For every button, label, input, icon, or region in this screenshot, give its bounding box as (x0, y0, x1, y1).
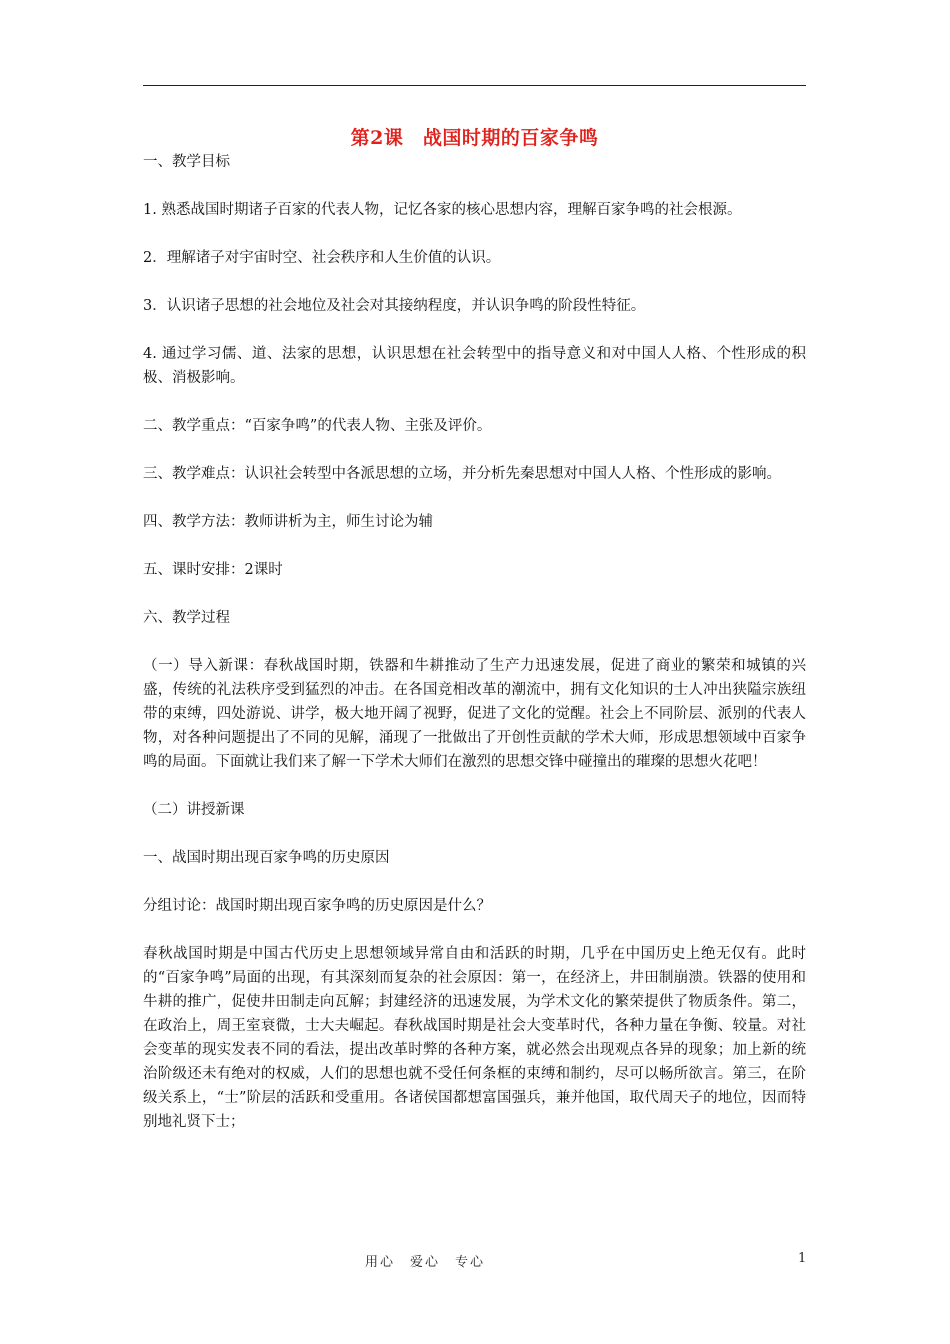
paragraph-causes-body: 春秋战国时期是中国古代历史上思想领域异常自由和活跃的时期，几乎在中国历史上绝无仅有。此时的“百家争鸣”局面的出现，有其深刻而复杂的社会原因：第一，在经济上，井田制崩溃。铁器的使用和牛耕的推广，促使井田制走向瓦解；封建经济的迅速发展，为学术文化的繁荣提供了物质条件。第二，在政治上，周王室衰微，士大夫崛起。春秋战国时期是社会大变革时代，各种力量在争衡、较量。对社会变革的现实发表不同的看法，提出改革时弊的各种方案，就必然会出现观点各异的现象；加上新的统治阶级还未有绝对的权威，人们的思想也就不受任何条框的束缚和制约，尽可以畅所欲言。第三，在阶级关系上，“士”阶层的活跃和受重用。各诸侯国都想富国强兵，兼并他国，取代周天子的地位，因而特别地礼贤下士； (143, 946, 806, 1130)
section-schedule: 五、课时安排：2课时 (143, 562, 283, 578)
page-title: 第2课 战国时期的百家争鸣 (350, 127, 599, 149)
objective-item-4: 4. 通过学习儒、道、法家的思想，认识思想在社会转型中的指导意义和对中国人人格、个性形成的积极、消极影响。 (143, 346, 806, 386)
paragraph-group-discussion: 分组讨论：战国时期出现百家争鸣的历史原因是什么？ (143, 898, 491, 914)
header-rule (143, 85, 806, 86)
paragraph-introduction: （一）导入新课：春秋战国时期，铁器和牛耕推动了生产力迅速发展，促进了商业的繁荣和城镇的兴盛，传统的礼法秩序受到猛烈的冲击。在各国竞相改革的潮流中，拥有文化知识的士人冲出狭隘宗族纽带的束缚，四处游说、讲学，极大地开阔了视野，促进了文化的觉醒。社会上不同阶层、派别的代表人物，对各种问题提出了不同的见解，涌现了一批做出了开创性贡献的学术大师，形成思想领域中百家争鸣的局面。下面就让我们来了解一下学术大师们在激烈的思想交锋中碰撞出的璀璨的思想火花吧！ (143, 658, 806, 770)
section-process: 六、教学过程 (143, 610, 230, 626)
footer-slogan: 用心 爱心 专心 (365, 1255, 486, 1270)
page-number: 1 (798, 1251, 807, 1266)
section-difficulties: 三、教学难点：认识社会转型中各派思想的立场，并分析先秦思想对中国人人格、个性形成的影响。 (143, 466, 781, 482)
section-teaching-method: 四、教学方法：教师讲析为主，师生讨论为辅 (143, 514, 433, 530)
subsection-historical-causes: 一、战国时期出现百家争鸣的历史原因 (143, 850, 390, 866)
document-body (143, 150, 806, 1134)
subsection-new-lesson: （二）讲授新课 (143, 802, 245, 818)
section-heading-objectives: 一、教学目标 (143, 154, 230, 170)
section-key-points: 二、教学重点：“百家争鸣”的代表人物、主张及评价。 (143, 418, 492, 434)
objective-item-2: 2．理解诸子对宇宙时空、社会秩序和人生价值的认识。 (143, 250, 501, 266)
objective-item-3: 3．认识诸子思想的社会地位及社会对其接纳程度，并认识争鸣的阶段性特征。 (143, 298, 646, 314)
objective-item-1: 1. 熟悉战国时期诸子百家的代表人物，记忆各家的核心思想内容，理解百家争鸣的社会根源。 (143, 202, 742, 218)
